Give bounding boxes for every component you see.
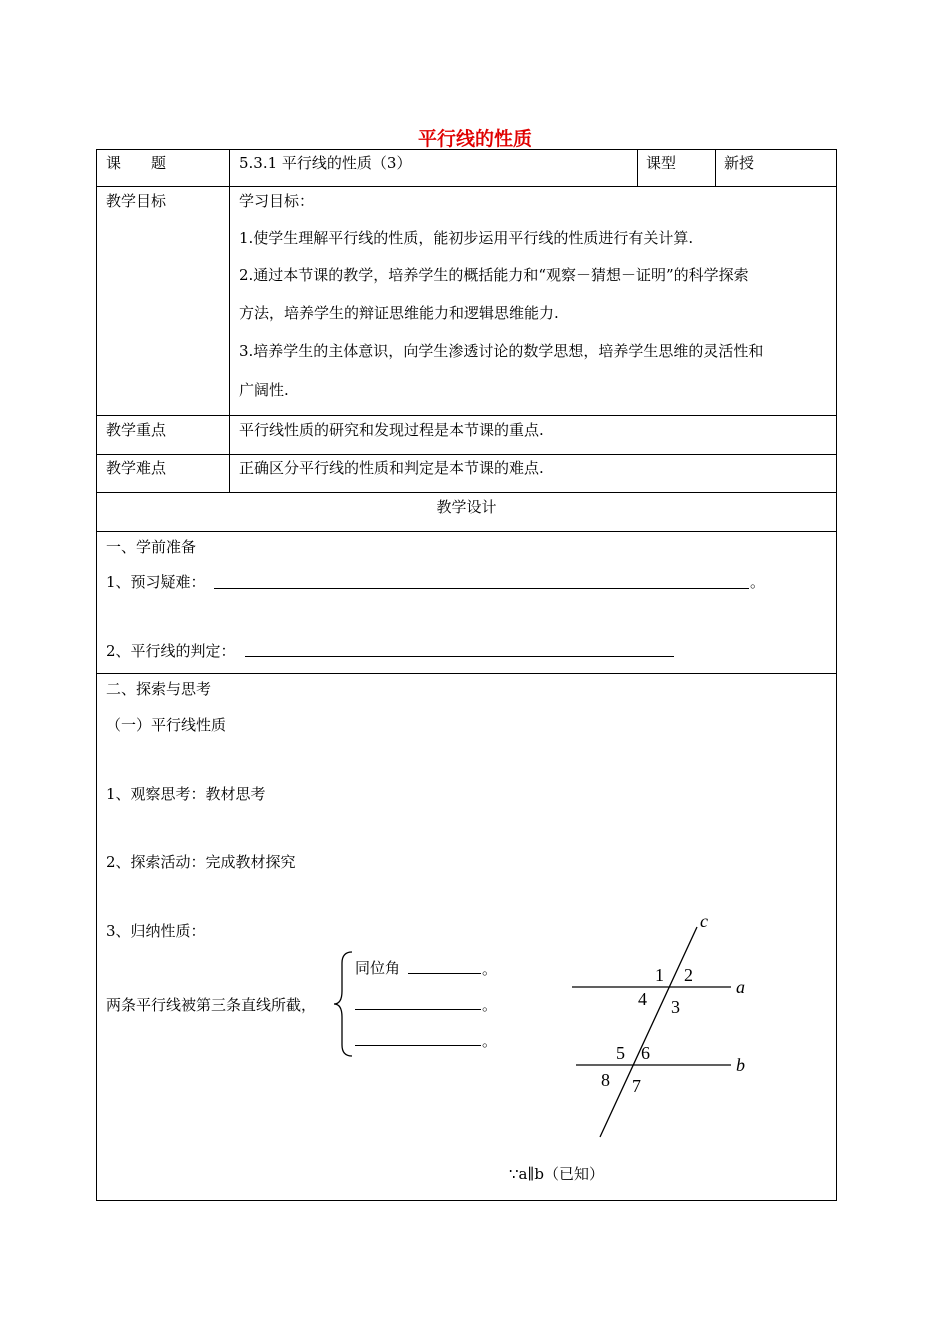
line-a-label: a (736, 977, 745, 997)
explore-step: 1、观察思考：教材思考 (106, 785, 266, 803)
parallel-criteria-label: 2、平行线的判定： (106, 642, 236, 660)
angle-4-label: 4 (638, 989, 647, 1009)
angle-5-label: 5 (616, 1043, 625, 1063)
angle-7-label: 7 (632, 1076, 641, 1096)
explore-step: 3、归纳性质： (106, 922, 206, 940)
angle-8-label: 8 (601, 1070, 610, 1090)
lesson-plan-table (96, 149, 837, 1201)
topic-label: 课 题 (106, 154, 167, 172)
row-divider (96, 454, 837, 455)
line-c-label: c (700, 911, 708, 931)
objectives-label: 教学目标 (106, 192, 167, 210)
row-divider (96, 186, 837, 187)
angle-1-label: 1 (655, 965, 664, 985)
property-lead: 两条平行线被第三条直线所截， (106, 996, 317, 1014)
preview-question-blank[interactable] (214, 588, 749, 589)
objectives-heading: 学习目标： (239, 192, 315, 210)
objective-item: 1.使学生理解平行线的性质，能初步运用平行线的性质进行有关计算. (239, 229, 694, 247)
angle-2-label: 2 (684, 965, 693, 985)
design-heading: 教学设计 (436, 498, 497, 516)
explore-step: 2、探索活动：完成教材探究 (106, 853, 296, 871)
type-value: 新授 (724, 154, 755, 172)
property-blank[interactable] (355, 1009, 481, 1010)
corresponding-angles-blank[interactable] (408, 973, 481, 974)
objective-item: 3.培养学生的主体意识，向学生渗透讨论的数学思想，培养学生思维的灵活性和 (239, 342, 764, 360)
row-divider (96, 673, 837, 674)
column-divider (637, 149, 638, 186)
angle-6-label: 6 (641, 1043, 650, 1063)
column-divider (229, 149, 230, 492)
explore-heading: 二、探索与思考 (106, 680, 212, 698)
column-divider (715, 149, 716, 186)
type-label: 课型 (646, 154, 677, 172)
conclusion-text: ∵a∥b（已知） (509, 1165, 605, 1183)
period-mark: 。 (750, 573, 766, 591)
property-blank[interactable] (355, 1045, 481, 1046)
period-mark: 。 (482, 960, 498, 978)
objective-item: 方法，培养学生的辩证思维能力和逻辑思维能力. (239, 304, 559, 322)
explore-subheading: （一）平行线性质 (106, 716, 227, 734)
objective-item: 广阔性. (239, 381, 289, 399)
line-b-label: b (736, 1055, 745, 1075)
difficulty-value: 正确区分平行线的性质和判定是本节课的难点. (239, 459, 544, 477)
period-mark: 。 (482, 1032, 498, 1050)
topic-value: 5.3.1 平行线的性质（3） (239, 154, 412, 172)
key-point-label: 教学重点 (106, 421, 167, 439)
row-divider (96, 492, 837, 493)
difficulty-label: 教学难点 (106, 459, 167, 477)
corresponding-angles-label: 同位角 (355, 959, 401, 977)
row-divider (96, 531, 837, 532)
objective-item: 2.通过本节课的教学，培养学生的概括能力和“观察－猜想－证明”的科学探索 (239, 266, 749, 284)
parallel-criteria-blank[interactable] (245, 656, 674, 657)
curly-brace-icon (332, 949, 354, 1059)
preview-question-label: 1、预习疑难： (106, 573, 206, 591)
row-divider (96, 415, 837, 416)
angle-3-label: 3 (671, 997, 680, 1017)
page-title: 平行线的性质 (417, 128, 532, 150)
transversal-c (600, 927, 697, 1137)
prep-heading: 一、学前准备 (106, 538, 197, 556)
key-point-value: 平行线性质的研究和发现过程是本节课的重点. (239, 421, 544, 439)
period-mark: 。 (482, 996, 498, 1014)
parallel-lines-diagram (566, 909, 786, 1149)
